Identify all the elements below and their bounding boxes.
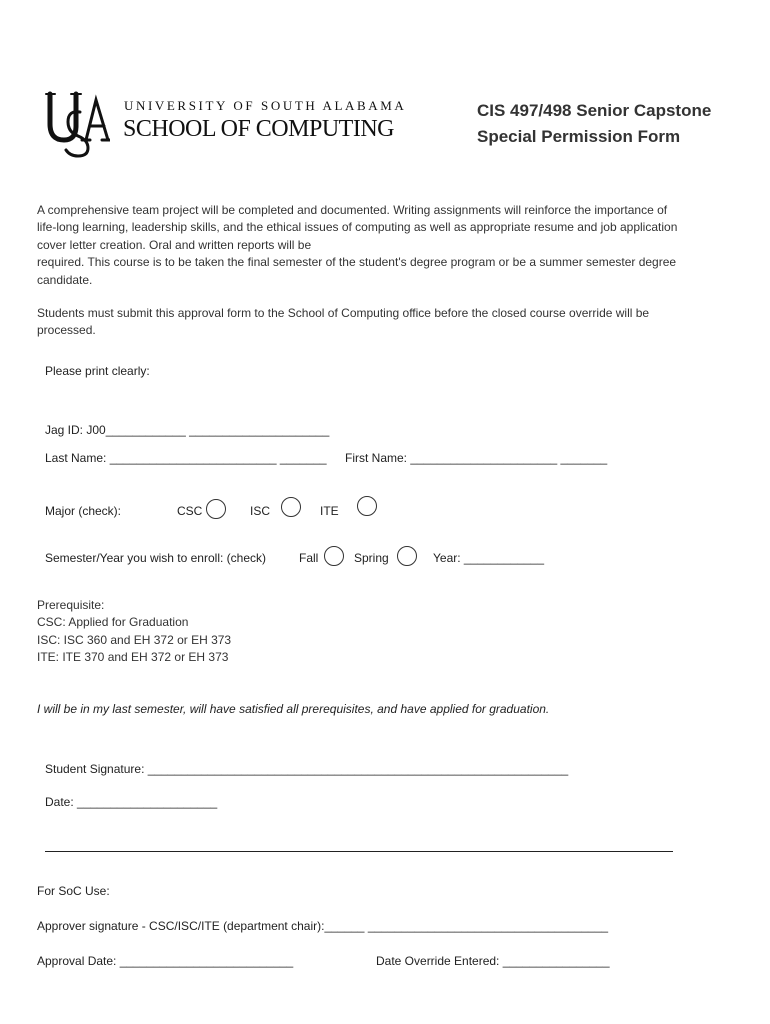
intro-line: candidate. [37,272,93,287]
graduation-statement: I will be in my last semester, will have satisfied all prerequisites, and have applied for graduation. [37,702,550,716]
major-isc-radio[interactable] [281,497,301,517]
approval-date-field[interactable]: Approval Date: __________________________ [37,954,294,968]
intro-line: cover letter creation. Oral and written reports will be [37,237,312,252]
intro-line: required. This course is to be taken the final semester of the student's degree program or be a summer semester degree [37,255,677,270]
intro-line: life-long learning, leadership skills, and the ethical issues of computing as well as appropriate resume and job application [37,220,678,235]
intro-line: A comprehensive team project will be completed and documented. Writing assignments will reinforce the importance of [37,203,668,217]
major-option-csc-label: CSC [177,504,203,518]
submit-line: processed. [37,323,96,338]
student-signature-field[interactable]: Student Signature: _______________________________________________________________ [45,762,569,776]
year-field[interactable]: Year: ____________ [433,551,544,565]
spring-label: Spring [354,551,389,565]
fall-label: Fall [299,551,319,565]
prerequisite-ite: ITE: ITE 370 and EH 372 or EH 373 [37,650,229,665]
form-title: CIS 497/498 Senior Capstone [477,101,712,120]
print-clearly-label: Please print clearly: [45,364,150,378]
submit-line: Students must submit this approval form to the School of Computing office before the closed course override will be [37,306,650,320]
semester-label: Semester/Year you wish to enroll: (check) [45,551,266,565]
spring-radio[interactable] [397,546,417,566]
date-field[interactable]: Date: _____________________ [45,795,218,809]
submit-paragraph [37,305,727,340]
override-date-field[interactable]: Date Override Entered: ________________ [376,954,610,968]
prerequisite-isc: ISC: ISC 360 and EH 372 or EH 373 [37,632,232,647]
form-subtitle: Special Permission Form [477,127,681,146]
major-option-isc-label: ISC [250,504,271,518]
first-name-field[interactable]: First Name: ______________________ _______ [345,451,608,465]
office-use-heading: For SoC Use: [37,884,110,898]
fall-radio[interactable] [324,546,344,566]
prerequisite-block [37,597,727,667]
school-name: SCHOOL OF COMPUTING [123,116,394,142]
jag-id-field[interactable]: Jag ID: J00____________ _____________________ [45,423,330,437]
major-ite-radio[interactable] [357,496,377,516]
intro-paragraph [37,202,727,289]
major-label: Major (check): [45,504,122,518]
university-name: UNIVERSITY OF SOUTH ALABAMA [124,98,407,113]
prerequisite-csc: CSC: Applied for Graduation [37,615,189,630]
approver-signature-field[interactable]: Approver signature - CSC/ISC/ITE (department chair):______ ____________________________________ [37,919,609,933]
prerequisite-heading: Prerequisite: [37,598,105,612]
section-divider [45,851,673,852]
usa-logo [44,90,110,158]
major-csc-radio[interactable] [206,499,226,519]
major-option-ite-label: ITE [320,504,339,518]
last-name-field[interactable]: Last Name: _________________________ _______ [45,451,327,465]
